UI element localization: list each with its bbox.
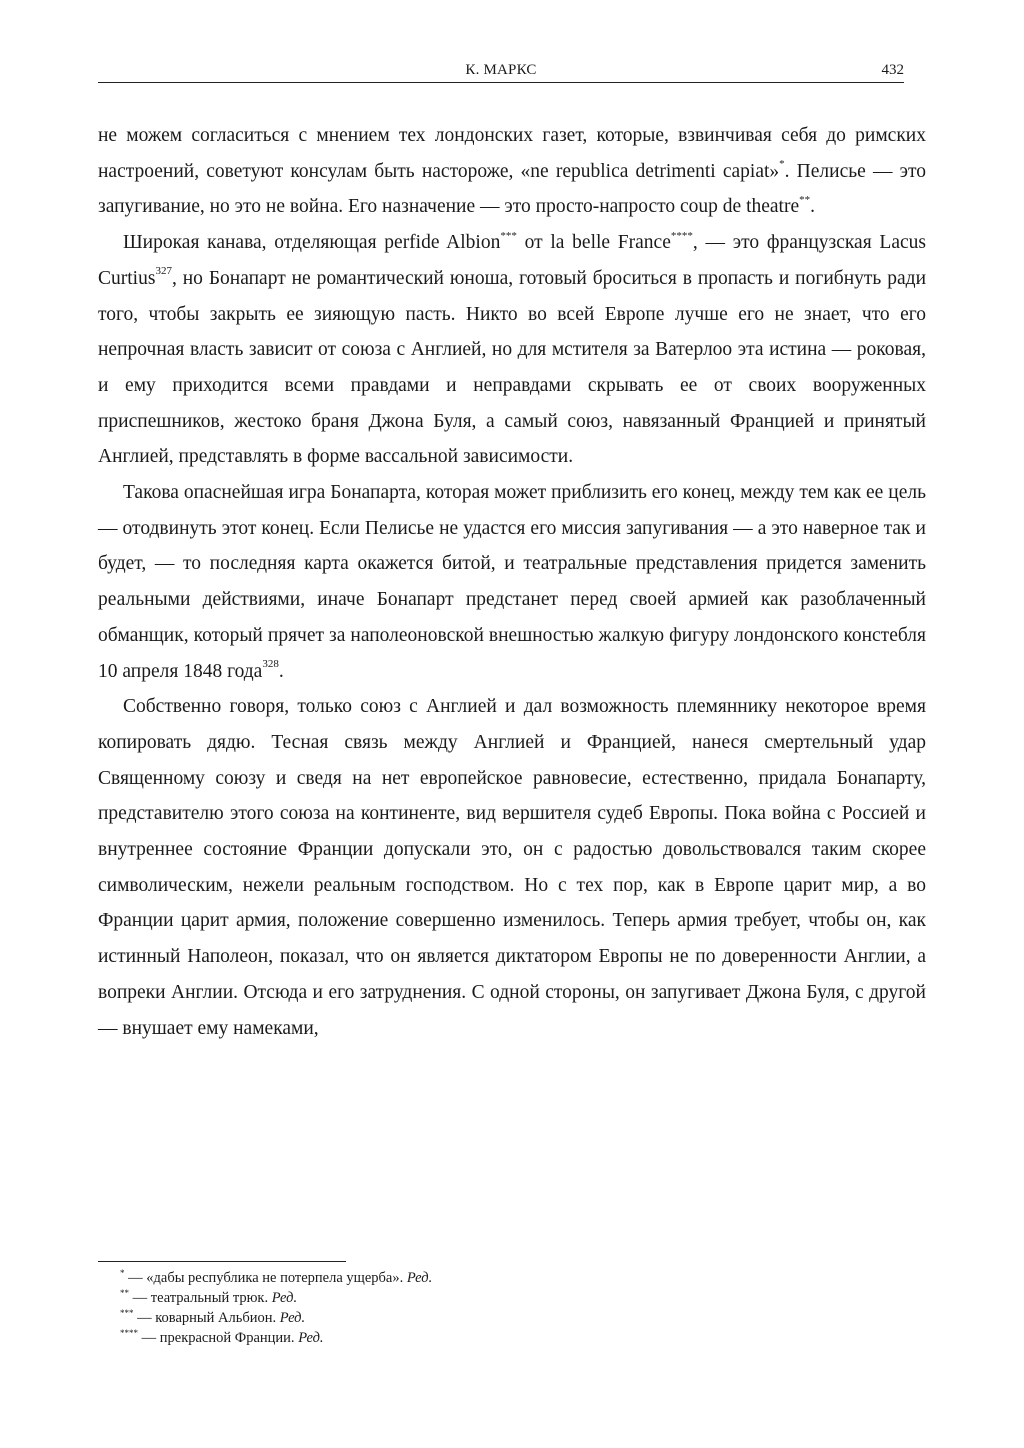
footnote-divider	[98, 1261, 346, 1262]
footnote-mark: **	[120, 1288, 129, 1299]
paragraph-text: .	[810, 196, 815, 218]
running-header	[98, 60, 904, 83]
paragraph-text: не можем согласиться с мнением тех лондонских газет, которые, взвинчивая себя до римских настроений, советуют консулам быть настороже, «ne republica detrimenti capiat»	[98, 125, 926, 182]
paragraph	[98, 475, 926, 689]
footnote	[120, 1288, 432, 1308]
page-number: 432	[881, 62, 904, 78]
footnote-ref[interactable]: *	[779, 158, 785, 171]
footnote	[120, 1268, 432, 1288]
footnote-editor: Ред.	[271, 1290, 298, 1306]
footnote-text: — театральный трюк.	[129, 1290, 272, 1306]
paragraph-text: Такова опаснейшая игра Бонапарта, которая может приблизить его конец, между тем как ее цель — отодвинуть этот конец. Если Пелисье не удастся его миссия запугивания — а это наверное так и будет, — то последняя карта окажется битой, и театральные представления придется заменить реальными действиями, иначе Бонапарт предстанет перед своей армией как разоблаченный обманщик, который прячет за наполеоновской внешностью жалкую фигуру лондонского констебля 10 апреля 1848 года	[98, 482, 926, 682]
footnote-editor: Ред.	[406, 1270, 433, 1286]
footnote-ref[interactable]: ***	[500, 229, 517, 242]
paragraph-text: .	[278, 660, 284, 682]
footnote-mark: *	[120, 1268, 125, 1279]
body-text	[98, 118, 926, 1046]
footnote-editor: Ред.	[298, 1330, 324, 1346]
paragraph-text: , — это французская Lacus Curtius	[98, 232, 926, 289]
paragraph	[98, 689, 926, 1046]
footnote-ref[interactable]: **	[799, 193, 811, 206]
footnotes	[120, 1268, 432, 1348]
footnote	[120, 1328, 432, 1348]
footnote	[120, 1308, 432, 1328]
footnote-mark: ***	[120, 1308, 134, 1319]
paragraph-text: Собственно говоря, только союз с Англией и дал возможность племяннику некоторое время копировать дядю. Тесная связь между Англией и Францией, нанеся смертельный удар Священному союзу и сведя на нет европейское равновесие, естественно, придала Бонапарту, представителю этого союза на континенте, вид вершителя судеб Европы. Пока война с Россией и внутреннее состояние Франции допускали это, он с радостью довольствовался таким скорее символическим, нежели реальным господством. Но с тех пор, как в Европе царит мир, а во Франции царит армия, положение совершенно изменилось. Теперь армия требует, чтобы он, как истинный Наполеон, показал, что он является диктатором Европы не по доверенности Англии, а вопреки Англии. Отсюда и его затруднения. С одной стороны, он запугивает Джона Буля, с другой — внушает ему намеками,	[98, 696, 926, 1039]
footnote-mark: ****	[120, 1328, 138, 1339]
paragraph	[98, 118, 926, 225]
paragraph-text: от la belle France	[516, 232, 671, 254]
paragraph-text: , но Бонапарт не романтический юноша, готовый броситься в пропасть и погибнуть ради того, чтобы закрыть ее зияющую пасть. Никто во всей Европе лучше его не знает, что его непрочная власть зависит от союза с Англией, но для мстителя за Ватерлоо эта истина — роковая, и ему приходится всеми правдами и неправдами скрывать ее от своих вооруженных приспешников, жестоко браня Джона Буля, а самый союз, навязанный Францией и принятый Англией, представлять в форме вассальной зависимости.	[98, 267, 926, 468]
note-ref[interactable]: 328	[262, 658, 279, 671]
footnote-editor: Ред.	[279, 1310, 306, 1326]
header-author: К. МАРКС	[465, 62, 537, 78]
footnote-ref[interactable]: ****	[670, 229, 693, 242]
note-ref[interactable]: 327	[155, 265, 172, 278]
footnote-text: — прекрасной Франции.	[138, 1330, 299, 1346]
paragraph-text: . Пелисье — это запугивание, но это не война. Его назначение — это просто-напросто coup de theatre	[98, 160, 926, 218]
footnote-text: — коварный Альбион.	[133, 1310, 280, 1326]
paragraph-text: Широкая канава, отделяющая perfide Albion	[123, 232, 501, 254]
paragraph	[98, 225, 926, 475]
footnote-text: — «дабы республика не потерпела ущерба».	[124, 1270, 407, 1286]
